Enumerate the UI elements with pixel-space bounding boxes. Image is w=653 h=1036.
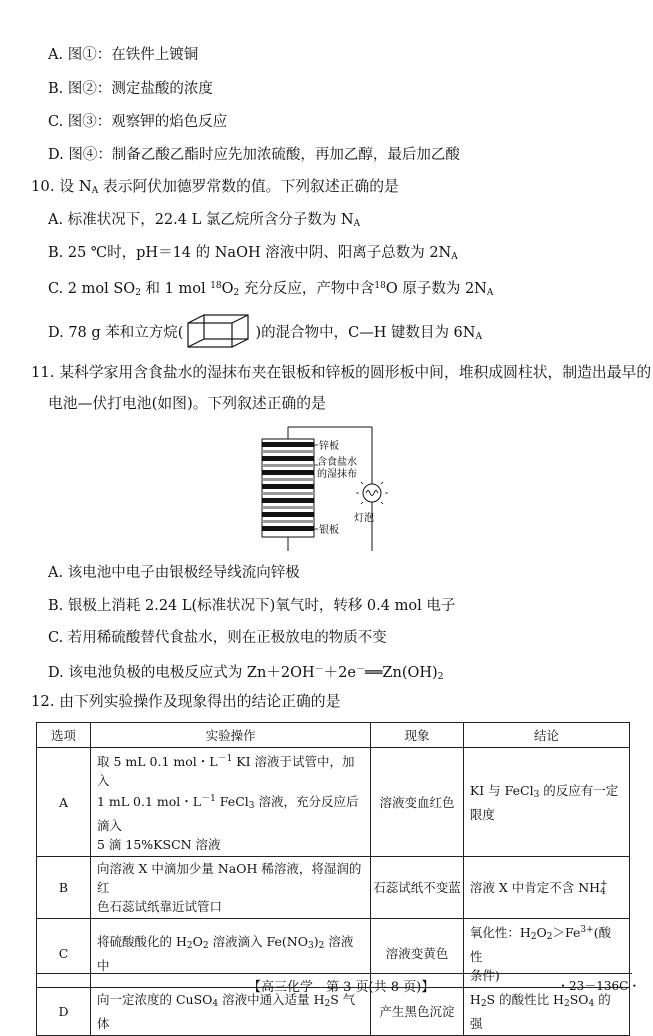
row-c-option: C (37, 919, 91, 988)
page-footer: 【高三化学 第 3 页(共 8 页)】 (248, 980, 435, 995)
option-9b: B. 图②：测定盐酸的浓度 (48, 81, 213, 97)
row-a-operation: 取 5 mL 0.1 mol・$L^{-1}$ KI 溶液于试管中，加入 1 mL 0.1 mol・$L^{-1}$ FeCl$_3$ 溶液，充分反应后滴入 5 滴 15%KSCN 溶液 (91, 748, 371, 857)
question-10-stem: 10. 设 $N_A$ 表示阿伏加德罗常数的值。下列叙述正确的是 (31, 178, 399, 196)
row-c-phenomenon: 溶液变黄色 (371, 919, 464, 988)
exam-code: ・23－136C・ (557, 979, 641, 993)
row-b-conclusion: 溶液 X 中肯定不含 NH+ 4 (463, 857, 629, 919)
table-header-row (37, 723, 630, 748)
label-silver-plate: 银板 (319, 525, 339, 536)
row-a-conclusion: KI 与 FeCl$_3$ 的反应有一定 限度 (463, 748, 629, 857)
row-d-conclusion: $H_2S$ 的酸性比 $H_2SO_4$ 的强 (463, 988, 629, 1036)
label-saline-cloth-1: 含食盐水 (317, 457, 357, 468)
table-row (37, 748, 630, 857)
header-phenomenon: 现象 (371, 723, 464, 748)
row-d-phenomenon: 产生黑色沉淀 (371, 988, 464, 1036)
option-9a: A. 图①：在铁件上镀铜 (48, 47, 199, 63)
pile-layers (262, 439, 314, 537)
option-11c: C. 若用稀硫酸替代食盐水，则在正极放电的物质不变 (48, 630, 387, 646)
row-c-conclusion: 氧化性：$H_2O_2>Fe^{3+}$(酸性 条件) (463, 919, 629, 988)
voltaic-pile-figure (258, 425, 398, 555)
cubane-structure-icon (184, 313, 254, 349)
option-10c: C. 2 mol $SO_2$ 和 1 mol $^{18}O_2$ 充分反应，产物中含$^{18}$O 原子数为 $2N_A$ (48, 281, 494, 298)
header-operation: 实验操作 (91, 723, 371, 748)
option-11a: A. 该电池中电子由银极经导线流向锌极 (48, 565, 300, 581)
row-a-phenomenon: 溶液变血红色 (371, 748, 464, 857)
row-a-option: A (37, 748, 91, 857)
question-12-stem: 12. 由下列实验操作及现象得出的结论正确的是 (31, 693, 341, 710)
row-b-phenomenon: 石蕊试纸不变蓝 (371, 857, 464, 919)
option-11d: D. 该电池负极的电极反应式为 $Zn+2OH^-+2e^-══Zn(OH)_2$ (48, 665, 444, 682)
question-11-stem-line2: 电池—伏打电池(如图)。下列叙述正确的是 (48, 395, 326, 412)
table-row (37, 857, 630, 919)
footer-divider (36, 973, 632, 974)
option-11b: B. 银极上消耗 2.24 L(标准状况下)氧气时，转移 0.4 mol 电子 (48, 598, 456, 614)
option-10b: B. 25 ℃时，pH＝14 的 NaOH 溶液中阴、阳离子总数为 $2N_A$ (48, 245, 458, 262)
header-conclusion: 结论 (463, 723, 629, 748)
row-d-operation: 向一定浓度的 CuSO$_4$ 溶液中通入适量 $H_2S$ 气体 (91, 988, 371, 1036)
option-10a: A. 标准状况下，22.4 L 氯乙烷所含分子数为 $N_A$ (48, 212, 361, 229)
option-9c: C. 图③：观察钾的焰色反应 (48, 114, 228, 130)
row-d-option: D (37, 988, 91, 1036)
row-b-operation: 向溶液 X 中滴加少量 NaOH 稀溶液，将湿润的红 色石蕊试纸靠近试管口 (91, 857, 371, 919)
row-b-option: B (37, 857, 91, 919)
label-saline-cloth-2: 的湿抹布 (317, 469, 357, 480)
label-zinc-plate: 锌板 (319, 441, 339, 452)
row-c-operation: 将硫酸酸化的 $H_2O_2$ 溶液滴入 $Fe(NO_3)_2$ 溶液中 (91, 919, 371, 988)
option-10d: D. 78 g 苯和立方烷( )的混合物中，C—H 键数目为 $6N_A$ (48, 313, 482, 349)
header-option: 选项 (37, 723, 91, 748)
label-bulb: 灯泡 (354, 513, 374, 524)
question-11-stem-line1: 11. 某科学家用含食盐水的湿抹布夹在银板和锌板的圆形板中间，堆积成圆柱状，制造出最早的 (31, 364, 652, 381)
option-9d: D. 图④：制备乙酸乙酯时应先加浓硫酸，再加乙醇，最后加乙酸 (48, 147, 460, 163)
